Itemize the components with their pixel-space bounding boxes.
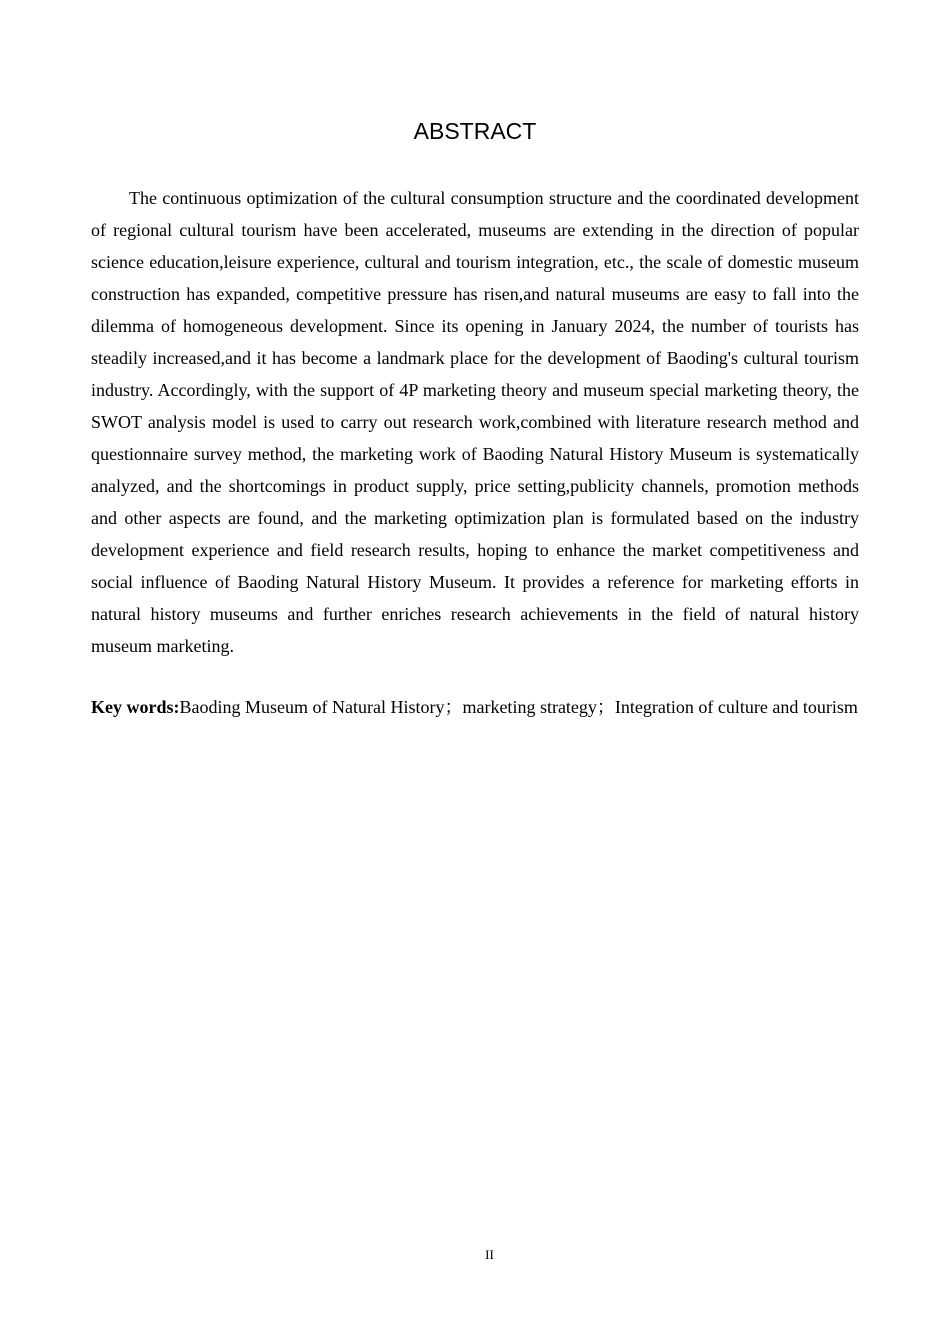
keywords-label: Key words: <box>91 697 180 717</box>
page-number: II <box>485 1247 494 1262</box>
abstract-title: ABSTRACT <box>413 118 537 144</box>
abstract-body: The continuous optimization of the cultural consumption structure and the coordinated development of regional cultural tourism have been accelerated, museums are extending in the direction of popular science education,leisure experience, cultural and tourism integration, etc., the scale of domestic museum construction has expanded, competitive pressure has risen,and natural museums are easy to fall into the dilemma of homogeneous development. Since its opening in January 2024, the number of tourists has steadily increased,and it has become a landmark place for the development of Baoding's cultural tourism industry. Accordingly, with the support of 4P marketing theory and museum special marketing theory, the SWOT analysis model is used to carry out research work,combined with literature research method and questionnaire survey method, the marketing work of Baoding Natural History Museum is systematically analyzed, and the shortcomings in product supply, price setting,publicity channels, promotion methods and other aspects are found, and the marketing optimization plan is formulated based on the industry development experience and field research results, hoping to enhance the market competitiveness and social influence of Baoding Natural History Museum. It provides a reference for marketing efforts in natural history museums and further enriches research achievements in the field of natural history museum marketing. <box>91 188 859 656</box>
keywords-list: Baoding Museum of Natural History；marketing strategy；Integration of culture and tourism <box>179 697 858 717</box>
keywords-paragraph <box>91 691 859 723</box>
